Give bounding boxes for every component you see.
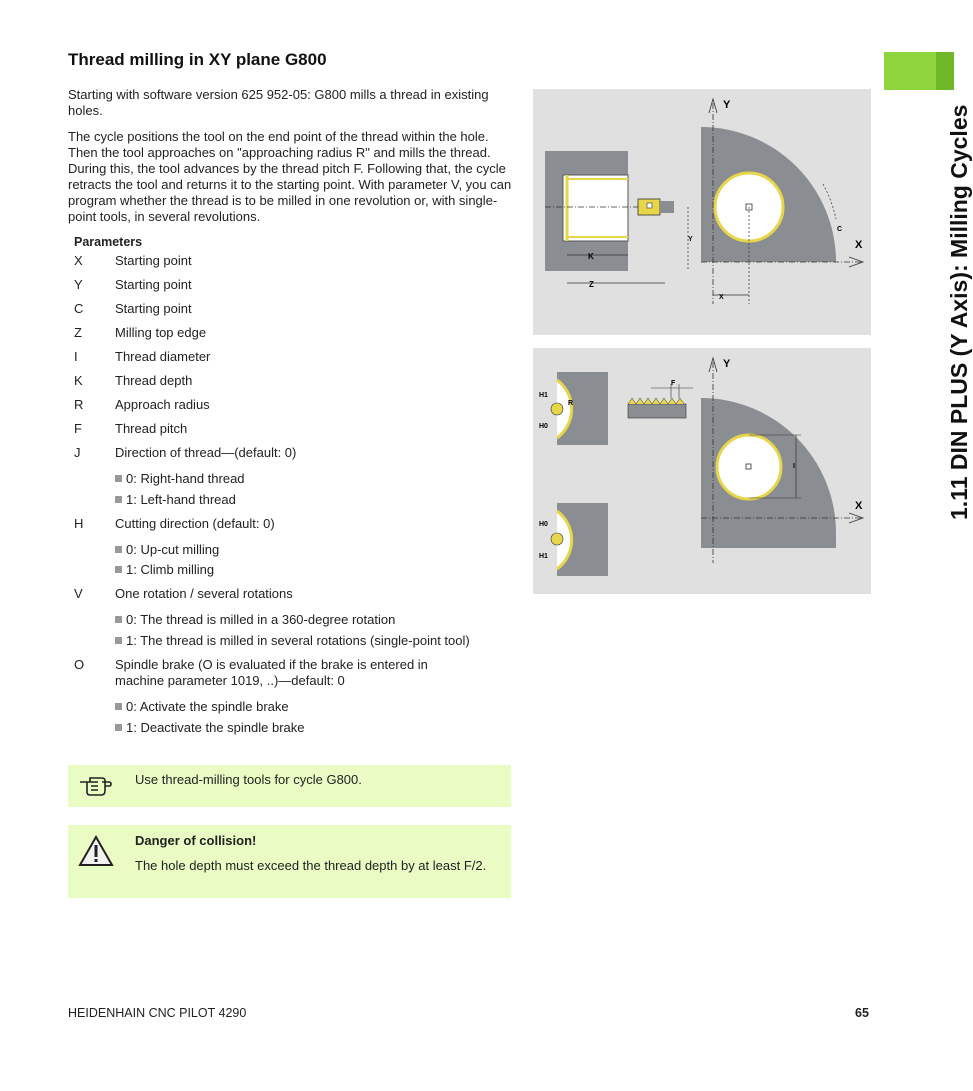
svg-text:F: F <box>671 380 676 387</box>
hole-section <box>563 175 628 241</box>
svg-text:I: I <box>793 463 795 470</box>
bullet-square-icon <box>115 566 122 573</box>
note-box <box>68 765 511 807</box>
bullet-square-icon <box>115 496 122 503</box>
svg-text:X: X <box>855 239 863 251</box>
bullet-square-icon <box>115 475 122 482</box>
warning-triangle-icon <box>78 835 114 867</box>
bullet-square-icon <box>115 616 122 623</box>
svg-text:R: R <box>568 400 574 407</box>
option-item: 0: Up-cut milling <box>115 542 219 558</box>
svg-text:Y: Y <box>688 236 693 243</box>
svg-text:H1: H1 <box>539 553 548 560</box>
pointing-hand-icon <box>78 773 112 799</box>
intro-paragraph-2: The cycle positions the tool on the end point of the thread within the hole. Then the tool approaches on "approaching radius R" and mills the thread. During this, the tool advances by the thread pitch F. Following that, the cycle retracts the tool and returns it to the starting point. With parameter V, you can program whether the thread is to be milled in one revolution or, with single-point tools, in several revolutions. <box>68 129 512 224</box>
bullet-square-icon <box>115 546 122 553</box>
svg-text:H0: H0 <box>539 521 548 528</box>
intro-paragraph-1: Starting with software version 625 952-05: G800 mills a thread in existing holes. <box>68 87 489 118</box>
page-number: 65 <box>855 1006 869 1020</box>
warning-box <box>68 825 511 898</box>
option-item: 1: Climb milling <box>115 562 214 578</box>
svg-text:Y: Y <box>723 99 731 111</box>
bullet-square-icon <box>115 724 122 731</box>
option-item: 1: Left-hand thread <box>115 492 236 508</box>
figure-1-drawing <box>533 89 871 335</box>
note-text: Use thread-milling tools for cycle G800. <box>135 772 362 787</box>
warning-title: Danger of collision! <box>135 833 257 848</box>
figure-2-drawing <box>533 348 871 594</box>
option-item: 1: The thread is milled in several rotations (single-point tool) <box>115 633 470 649</box>
figure-thread-milling-top <box>533 89 871 335</box>
figure-thread-milling-directions <box>533 348 871 594</box>
svg-text:K: K <box>588 252 594 261</box>
svg-text:X: X <box>855 500 863 512</box>
parameters-heading: Parameters <box>74 235 143 249</box>
thread-profile <box>628 404 686 418</box>
option-item: 1: Deactivate the spindle brake <box>115 720 305 736</box>
chapter-title-vertical: 1.11 DIN PLUS (Y Axis): Milling Cycles <box>946 104 972 520</box>
warning-text: The hole depth must exceed the thread depth by at least F/2. <box>135 858 487 873</box>
svg-text:Z: Z <box>589 280 594 289</box>
footer-product: HEIDENHAIN CNC PILOT 4290 <box>68 1006 247 1020</box>
svg-text:C: C <box>837 226 843 233</box>
page-title: Thread milling in XY plane G800 <box>68 50 327 69</box>
tool-lower <box>551 533 563 545</box>
option-item: 0: Activate the spindle brake <box>115 699 289 715</box>
bullet-square-icon <box>115 703 122 710</box>
option-item: 0: The thread is milled in a 360-degree rotation <box>115 612 395 628</box>
svg-text:H0: H0 <box>539 423 548 430</box>
svg-text:X: X <box>719 294 724 301</box>
svg-text:Y: Y <box>723 358 731 370</box>
option-item: 0: Right-hand thread <box>115 471 245 487</box>
svg-text:H1: H1 <box>539 392 548 399</box>
bullet-square-icon <box>115 637 122 644</box>
tool-upper <box>551 403 563 415</box>
